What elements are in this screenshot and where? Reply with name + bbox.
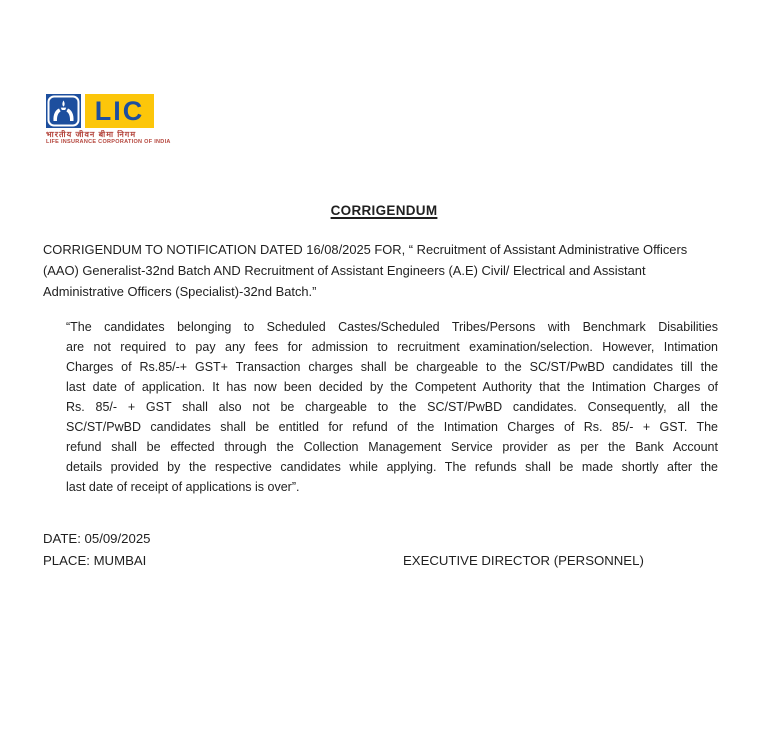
intro-line: CORRIGENDUM TO NOTIFICATION DATED 16/08/2025 FOR, “ Recruitment of Assistant Administrative Officers (43, 242, 688, 257)
body-line: SC/ST/PwBD candidates shall be entitled for refund of the Intimation Charges of Rs. 85/- + GST. The (66, 420, 718, 434)
body-line: last date of receipt of applications is over”. (66, 480, 300, 494)
lic-brand-text: LIC (85, 94, 154, 128)
lic-logo-row (46, 94, 158, 128)
body-line: Charges of Rs.85/-+ GST+ Transaction charges shall be chargeable to the SC/ST/PwBD candidates till the (66, 360, 718, 374)
lic-logo (46, 94, 171, 146)
body-line: last date of application. It has now been decided by the Competent Authority that the Intimation Charges of (66, 380, 718, 394)
document-heading-text: CORRIGENDUM (330, 203, 438, 218)
body-paragraph (66, 317, 718, 497)
lic-english-name: LIFE INSURANCE CORPORATION OF INDIA (46, 139, 171, 145)
body-line: Rs. 85/- + GST shall also not be chargeable to the SC/ST/PwBD candidates. Consequently, all the (66, 400, 718, 414)
intro-line: Administrative Officers (Specialist)-32nd Batch.” (43, 284, 317, 299)
intro-paragraph (43, 239, 687, 302)
place-line: PLACE: MUMBAI (43, 553, 147, 568)
body-line: refund shall be effected through the Collection Management Service provider as per the Bank Account (66, 440, 718, 454)
lic-emblem-icon (46, 94, 81, 128)
document-heading (0, 203, 768, 218)
body-line: are not required to pay any fees for admission to recruitment examination/selection. However, Intimation (66, 340, 718, 354)
body-line: details provided by the respective candidates while applying. The refunds shall be made shortly after the (66, 460, 718, 474)
date-line: DATE: 05/09/2025 (43, 531, 151, 546)
body-line: “The candidates belonging to Scheduled Castes/Scheduled Tribes/Persons with Benchmark Disabilities (66, 320, 718, 334)
intro-line: (AAO) Generalist-32nd Batch AND Recruitment of Assistant Engineers (A.E) Civil/ Electrical and Assistant (43, 263, 646, 278)
lic-hindi-name: भारतीय जीवन बीमा निगम (46, 130, 137, 139)
signatory-line: EXECUTIVE DIRECTOR (PERSONNEL) (403, 553, 644, 568)
